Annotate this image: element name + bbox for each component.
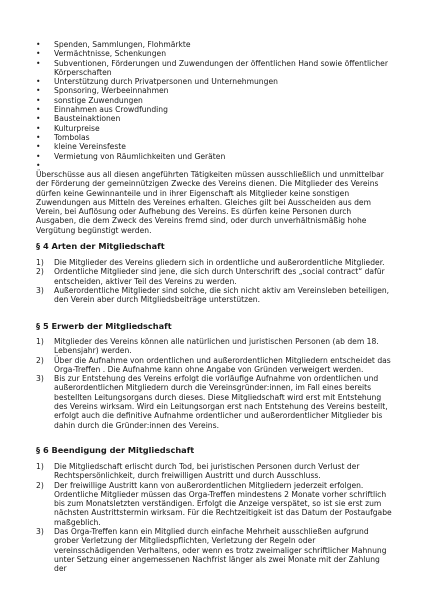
bullet-icon: • — [36, 123, 41, 133]
section-heading-4: § 4 Arten der Mitgliedschaft — [36, 241, 165, 251]
section-6-list — [36, 462, 392, 574]
list-item: • Einnahmen aus Crowdfunding — [36, 105, 168, 115]
list-item: • Kulturpreise — [36, 123, 100, 133]
bullet-icon: • — [36, 105, 41, 115]
list-item: • kleine Vereinsfeste — [36, 142, 126, 152]
list-item: • Unterstützung durch Privatpersonen und Unternehmungen — [36, 77, 278, 87]
list-item: • Vermächtnisse, Schenkungen — [36, 49, 167, 59]
bullet-icon: • — [36, 95, 41, 105]
bullet-icon: • — [36, 40, 41, 49]
list-item: 1) Die Mitglieder des Vereins gliedern sich in ordentliche und außerordentliche Mitglieder. — [36, 258, 385, 267]
bullet-icon: • — [36, 114, 41, 124]
list-item: • sonstige Zuwendungen — [36, 95, 143, 105]
surplus-paragraph: Überschüsse aus all diesen angeführten Tätigkeiten müssen ausschließlich und unmittelbar der Förderung der gemeinnützigen Zwecke des Vereins dienen. Die Mitglieder des Vereins dürfen keine Gewinnanteile und in ihrer Eigenschaft als Mitglieder keine sonstigen Zuwendungen aus Mitteln des Vereines erhalten. Gleiches gilt bei Ausscheiden aus dem Verein, bei Auflösung oder Aufhebung des Vereins. Es dürfen keine Personen durch Ausgaben, die dem Zweck des Vereins fremd sind, oder durch unverhältnismäßig hohe Vergütung begünstigt werden. — [36, 170, 384, 235]
section-heading-5: § 5 Erwerb der Mitgliedschaft — [36, 321, 172, 331]
list-item: • Spenden, Sammlungen, Flohmärkte — [36, 40, 191, 49]
list-item: 3) Außerordentliche Mitglieder sind solche, die sich nicht aktiv am Vereinsleben beteiligen, den Verein aber durch Mitgliedsbeiträge unterstützen. — [36, 285, 390, 305]
bullet-icon: • — [36, 160, 41, 170]
list-item: • Tombolas — [36, 132, 90, 142]
bullet-icon: • — [36, 49, 41, 59]
section-heading-6: § 6 Beendigung der Mitgliedschaft — [36, 445, 195, 455]
bullet-icon: • — [36, 58, 41, 68]
section-5-list — [36, 337, 392, 430]
list-item: • Vermietung von Räumlichkeiten und Geräten — [36, 151, 226, 161]
list-item: 1) Die Mitgliedschaft erlischt durch Tod, bei juristischen Personen durch Verlust der Rechtspersönlichkeit, durch freiwilligen Austritt und durch Ausschluss. — [36, 462, 360, 481]
list-item: • Subventionen, Förderungen und Zuwendungen der öffentlichen Hand sowie öffentlicher Körperschaften — [36, 58, 388, 77]
list-item: 3) Bis zur Entstehung des Vereins erfolgt die vorläufige Aufnahme von ordentlichen und außerordentlichen Mitgliedern durch die Vereinsgründer:innen, im Fall eines bereits bestellten Leitungsorgans durch dieses. Diese Mitgliedschaft wird erst mit Entstehung des Vereins wirksam. Wird ein Leitungsorgan erst nach Entstehung des Vereins bestellt, erfolgt auch die definitive Aufnahme ordentlicher und außerordentlicher Mitglieder bis dahin durch die Gründer:innen des Vereins. — [36, 374, 388, 430]
bullet-icon: • — [36, 132, 41, 142]
list-item: 2) Ordentliche Mitglieder sind jene, die sich durch Unterschrift des „social contract“ dafür entscheiden, aktiver Teil des Vereins zu werden. — [36, 267, 385, 286]
list-item: • Bausteinaktionen — [36, 114, 121, 124]
list-item: 3) Das Orga-Treffen kann ein Mitglied durch einfache Mehrheit ausschließen aufgrund grober Verletzung der Mitgliedspflichten, Verletzung der Regeln oder vereinsschädigenden Verhaltens, oder wenn es trotz zweimaliger schriftlicher Mahnung unter Setzung einer angemessenen Nachfrist länger als zwei Monate mit der Zahlung der — [36, 527, 387, 574]
list-item: 1) Mitglieder des Vereins können alle natürlichen und juristischen Personen (ab dem 18. Lebensjahr) werden. — [36, 337, 379, 356]
income-sources-list — [36, 40, 396, 170]
bullet-icon: • — [36, 151, 41, 161]
list-item: • Sponsoring, Werbeeinnahmen — [36, 86, 169, 96]
bullet-icon: • — [36, 142, 41, 152]
bullet-icon: • — [36, 86, 41, 96]
list-item: 2) Der freiwillige Austritt kann von außerordentlichen Mitgliedern jederzeit erfolgen. Ordentliche Mitglieder müssen das Orga-Treffen mindestens 2 Monate vorher schriftlich bis zum Monatsletzten verständigen. Erfolgt die Anzeige verspätet, so ist sie erst zum nächsten Austrittstermin wirksam. Für die Rechtzeitigkeit ist das Datum der Postaufgabe maßgeblich. — [36, 480, 392, 527]
section-4-list — [36, 258, 392, 304]
bullet-icon: • — [36, 77, 41, 87]
list-item: 2) Über die Aufnahme von ordentlichen und außerordentlichen Mitgliedern entscheidet das Orga-Treffen . Die Aufnahme kann ohne Angabe von Gründen verweigert werden. — [36, 355, 391, 374]
